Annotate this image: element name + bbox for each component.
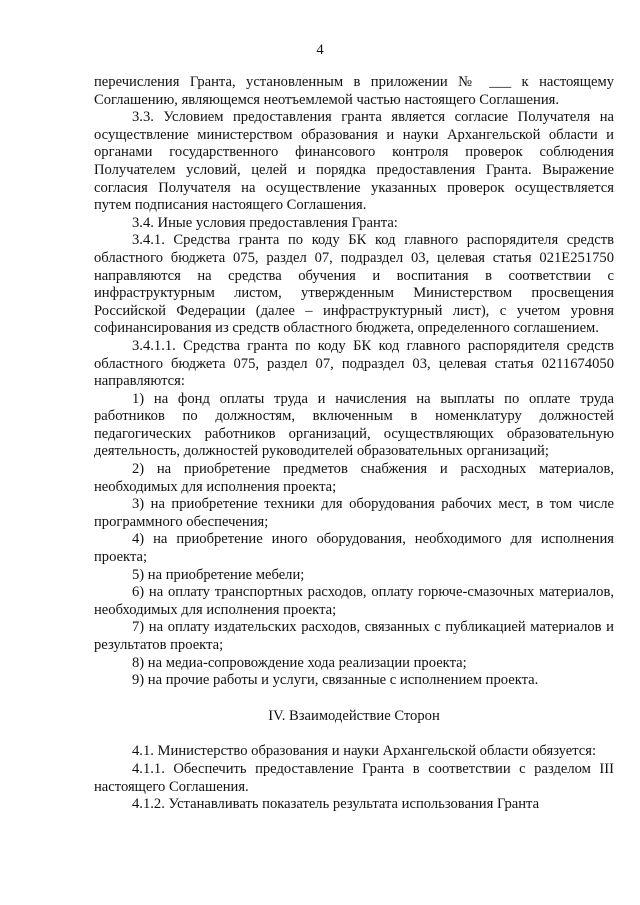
paragraph: перечисления Гранта, установленным в приложении № ___ к настоящему Соглашению, являющемся неотъемлемой частью настоящего Соглашения. xyxy=(94,74,614,108)
page-number: 4 xyxy=(316,42,324,58)
list-item: 4) на приобретение иного оборудования, необходимого для исполнения проекта; xyxy=(94,531,614,566)
paragraph: 3.4.1.1. Средства гранта по коду БК код главного распорядителя средств областного бюджета 075, раздел 07, подраздел 03, целевая статья 0211674050 направляются: xyxy=(94,337,614,390)
section-heading: IV. Взаимодействие Сторон xyxy=(268,707,440,724)
list-item: 3) на приобретение техники для оборудования рабочих мест, в том числе программного обеспечения; xyxy=(94,496,614,530)
paragraph: 3.4.1. Средства гранта по коду БК код главного распорядителя средств областного бюджета 075, раздел 07, подраздел 03, целевая статья 021E251750 направляются на средства обучения и воспитания в соответствии с инфраструктурным листом, утвержденным Министерством просвещения Российской Федерации (далее – инфраструктурный лист), с учетом уровня софинансирования из средств областного бюджета, определенного соглашением. xyxy=(94,232,614,337)
list-item: 7) на оплату издательских расходов, связанных с публикацией материалов и результатов проекта; xyxy=(94,619,614,653)
list-item: 8) на медиа-сопровождение хода реализации проекта; xyxy=(132,654,467,671)
document-body xyxy=(94,74,614,814)
list-item: 6) на оплату транспортных расходов, оплату горюче-смазочных материалов, необходимых для исполнения проекта; xyxy=(94,584,614,618)
list-item: 9) на прочие работы и услуги, связанные с исполнением проекта. xyxy=(132,672,539,689)
list-item: 1) на фонд оплаты труда и начисления на выплаты по оплате труда работников по должностям, включенным в номенклатуру должностей педагогических работников организаций, осуществляющих образовательную деятельность, должностей руководителей образовательных организаций; xyxy=(94,390,614,460)
paragraph: 3.3. Условием предоставления гранта является согласие Получателя на осуществление министерством образования и науки Архангельской области и органами государственного финансового контроля проверок соблюдения Получателем условий, целей и порядка предоставления Гранта. Выражение согласия Получателя на осуществление указанных проверок осуществляется путем подписания настоящего Соглашения. xyxy=(94,109,614,214)
paragraph: 3.4. Иные условия предоставления Гранта: xyxy=(132,214,398,231)
paragraph: 4.1. Министерство образования и науки Архангельской области обязуется: xyxy=(132,743,597,760)
paragraph: 4.1.2. Устанавливать показатель результата использования Гранта xyxy=(132,796,540,813)
list-item: 5) на приобретение мебели; xyxy=(132,566,305,583)
list-item: 2) на приобретение предметов снабжения и расходных материалов, необходимых для исполнения проекта; xyxy=(94,461,614,495)
paragraph: 4.1.1. Обеспечить предоставление Гранта в соответствии с разделом III настоящего Соглашения. xyxy=(94,760,614,795)
